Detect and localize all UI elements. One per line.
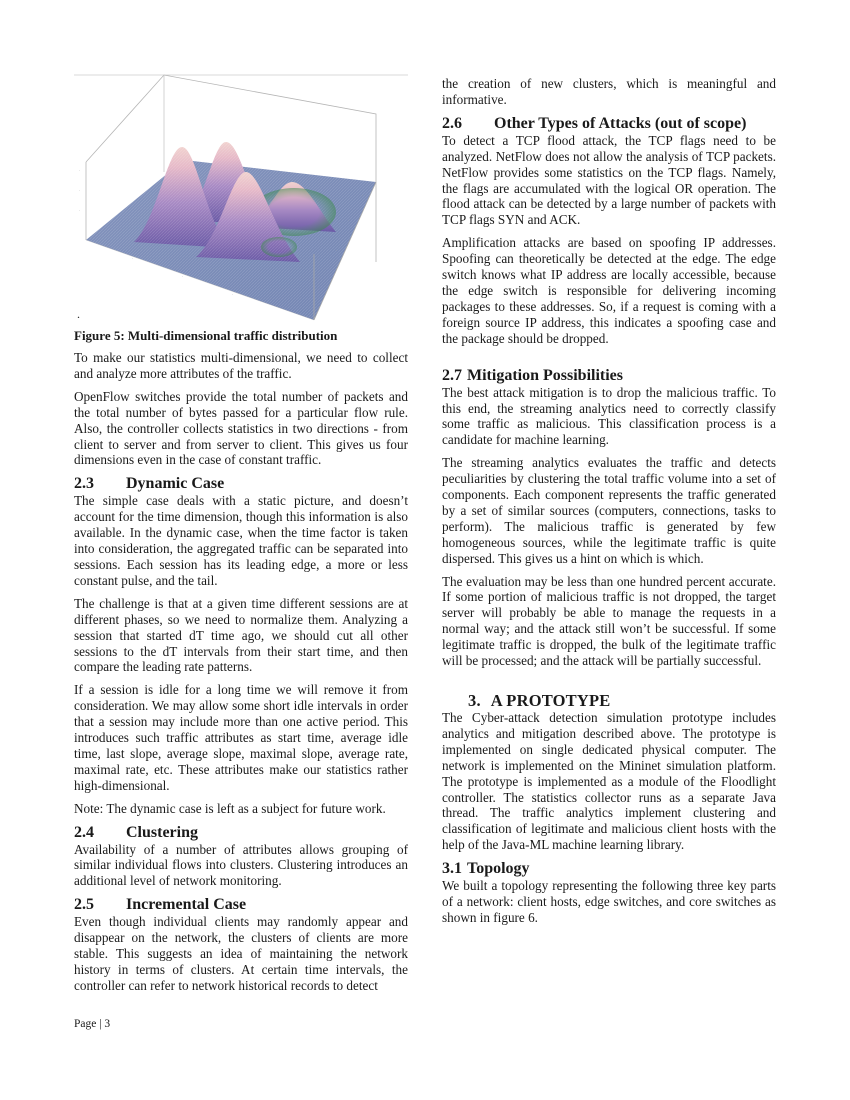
stray-marker: . bbox=[77, 307, 80, 321]
paragraph: The best attack mitigation is to drop the malicious traffic. To this end, the streaming analytics need to correctly classify some traffic as malicious. This classification process is a candidate for machine learning. bbox=[442, 384, 776, 448]
paragraph: Amplification attacks are based on spoofing IP addresses. Spoofing can theoretically be detected at the edge. The edge switch knows what IP address are locally accessible, because the edge switch is responsible for delivering incoming packages to these addresses. So, if a request is coming with a foreign source IP address, this indicates a spoofing case and the package should be dropped. bbox=[442, 235, 776, 346]
section-heading-3: 3. A PROTOTYPE bbox=[468, 691, 611, 710]
paragraph: To detect a TCP flood attack, the TCP flags need to be analyzed. NetFlow does not allow the analysis of TCP packets. NetFlow provides some statistics on the TCP flags. Namely, the flags are accumulated with the logical OR operation. The flood attack can be detected by a large number of packets with TCP flags SYN and ACK. bbox=[442, 132, 776, 228]
svg-text:·: · bbox=[348, 219, 350, 223]
paragraph: The streaming analytics evaluates the traffic and detects peculiarities by clustering the total traffic volume into a set of components. Each component represents the traffic generated by a set of similar sources (computers, connections, tasks to perform). The malicious traffic is generated by few homogeneous sources, while the legitimate traffic is quite dispersed. This gives us a hint on which is which. bbox=[442, 455, 776, 566]
svg-text:·: · bbox=[336, 249, 338, 253]
paragraph: If a session is idle for a long time we will remove it from consideration. We may allow some short idle intervals in order that a session may include more than one active period. This introduces such traffic attributes as start time, average idle time, last slope, average slope, maximal slope, average rate, maximal rate, etc. These attributes make our statistics rather high-dimensional. bbox=[74, 682, 408, 793]
right-column bbox=[442, 76, 776, 933]
paragraph: The evaluation may be less than one hundred percent accurate. If some portion of malicious traffic is not dropped, the target server will probably be able to manage the requests in a normal way; and the attack still won’t be successful. If some legitimate traffic is dropped, the bulk of the legitimate traffic will be processed; and the attack will be partially successful. bbox=[442, 573, 776, 669]
paragraph: Note: The dynamic case is left as a subject for future work. bbox=[74, 800, 386, 816]
paragraph: The Cyber-attack detection simulation prototype includes analytics and mitigation described above. The prototype is implemented on single dedicated physical computer. The network is implemented on the Mininet simulation platform. The prototype is implemented as a module of the Floodlight controller. The statistics collector runs as a separate Java thread. The traffic analytics implement clustering and classification of legitimate and malicious client hosts with the help of the Java-ML machine learning library. bbox=[442, 710, 776, 853]
figure-5-surface-plot bbox=[74, 72, 408, 322]
paragraph: OpenFlow switches provide the total number of packets and the total number of bytes passed for a particular flow rule. Also, the controller collects statistics in two directions - from client to server and from server to client. This gives us four dimensions even in the case of constant traffic. bbox=[74, 388, 408, 468]
paragraph: We built a topology representing the following three key parts of a network: client hosts, edge switches, and core switches as shown in figure 6. bbox=[442, 878, 776, 925]
paragraph: The simple case deals with a static picture, and doesn’t account for the time dimension, though this information is also available. In the dynamic case, when the time factor is taken into consideration, the aggregated traffic can be separated into sessions. Each session has its leading edge, a more or less constant pulse, and the tail. bbox=[74, 493, 408, 588]
paragraph: the creation of new clusters, which is meaningful and informative. bbox=[442, 76, 776, 107]
figure-caption: Figure 5: Multi-dimensional traffic distribution bbox=[74, 328, 338, 343]
svg-text:·: · bbox=[182, 275, 184, 279]
svg-text:·: · bbox=[232, 293, 234, 297]
section-heading-2-7: 2.7 Mitigation Possibilities bbox=[442, 366, 623, 384]
paragraph: Availability of a number of attributes allows grouping of similar individual flows into clusters. Clustering introduces an additional level of network monitoring. bbox=[74, 841, 408, 889]
section-heading-3-1: 3.1 Topology bbox=[442, 860, 530, 878]
paragraph: To make our statistics multi-dimensional, we need to collect and analyze more attributes of the traffic. bbox=[74, 350, 408, 381]
section-heading-2-6: 2.6 Other Types of Attacks (out of scope) bbox=[442, 114, 747, 132]
svg-text:·: · bbox=[79, 189, 81, 193]
section-heading-2-4: 2.4 Clustering bbox=[74, 823, 198, 841]
surface-plot-graphic bbox=[74, 72, 408, 322]
svg-text:·: · bbox=[79, 169, 81, 173]
svg-text:·: · bbox=[362, 194, 364, 198]
svg-text:·: · bbox=[132, 257, 134, 261]
section-heading-2-3: 2.3 Dynamic Case bbox=[74, 475, 225, 493]
page-footer: Page | 3 bbox=[74, 1018, 111, 1030]
section-heading-2-5: 2.5 Incremental Case bbox=[74, 896, 247, 914]
paragraph: The challenge is that at a given time different sessions are at different phases, so we need to normalize them. Analyzing a session that started dT time ago, we should cut all other sessions to the dT intervals from their start time, and then compare the leading rate patterns. bbox=[74, 595, 408, 675]
paragraph: Even though individual clients may randomly appear and disappear on the network, the clusters of clients are more stable. This suggests an idea of maintaining the network history in terms of clusters. At certain time intervals, the controller can refer to network historical records to detect bbox=[74, 914, 408, 993]
left-column bbox=[74, 350, 408, 1001]
svg-text:·: · bbox=[79, 209, 81, 213]
